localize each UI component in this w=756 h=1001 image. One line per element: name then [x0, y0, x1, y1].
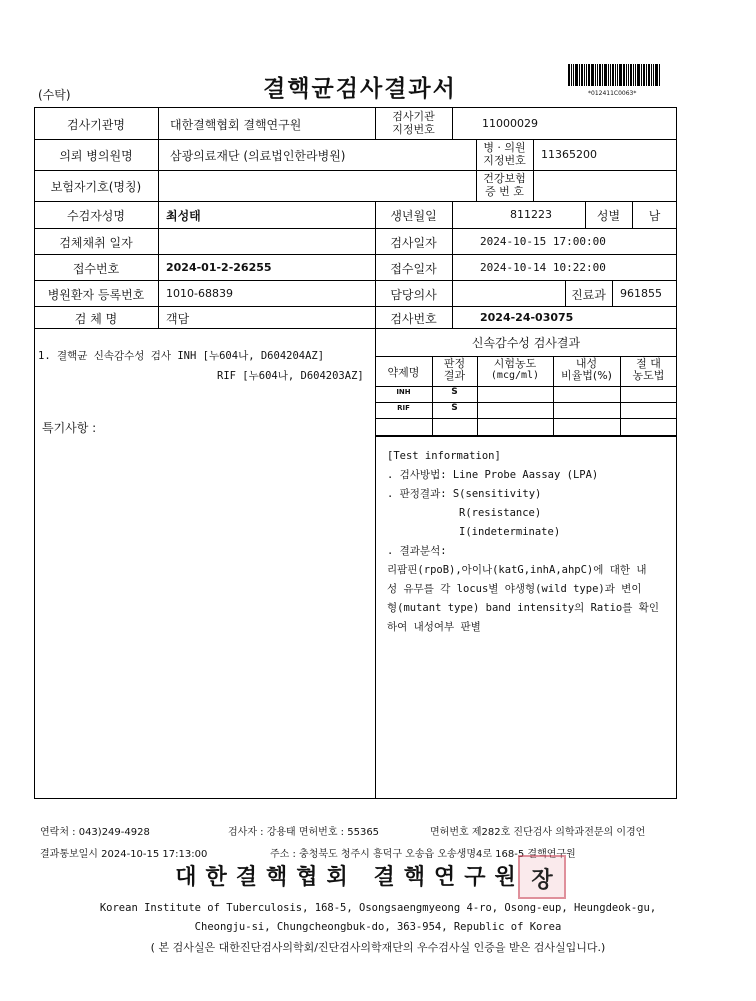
result-row: RIF S [397, 403, 458, 413]
results-title: 신속감수성 검사결과 [471, 336, 581, 350]
receipt-date-value: 2024-10-14 10:22:00 [480, 261, 606, 274]
barcode [568, 64, 672, 86]
contact: 연락처 : 043)249-4928 [40, 827, 150, 838]
patient-name-label: 수검자성명 [67, 209, 125, 223]
barcode-number: *012411C0063* [588, 90, 637, 97]
test-date-value: 2024-10-15 17:00:00 [480, 235, 606, 248]
department-value: 961855 [620, 287, 662, 300]
receipt-number-value: 2024-01-2-26255 [166, 261, 272, 274]
english-address-1: Korean Institute of Tuberculosis, 168-5, Osongsaengmyeong 4-ro, Osong-eup, Heungdeok-gu, [99, 902, 657, 914]
test-line-inh: 1. 결핵균 신속감수성 검사 INH [누604나, D604204AZ] [38, 350, 325, 362]
receipt-date-label: 접수일자 [390, 262, 437, 276]
registration-label: 병원환자 등록번호 [47, 288, 145, 302]
english-address-2: Cheongju-si, Chungcheongbuk-do, 363-954, Republic of Korea [194, 921, 562, 933]
document-title: 결핵균검사결과서 [263, 76, 457, 102]
remarks-label: 특기사항 : [42, 421, 97, 435]
notify-datetime: 결과통보일시 2024-10-15 17:13:00 [40, 849, 208, 860]
col-concentration: 시험농도 (mcg/ml) [490, 357, 540, 381]
specimen-value: 객담 [166, 312, 190, 326]
sex-value: 남 [648, 209, 661, 223]
sex-label: 성별 [596, 209, 621, 223]
receipt-number-label: 접수번호 [72, 262, 120, 276]
results-table [375, 356, 677, 436]
col-drug: 약제명 [387, 366, 420, 379]
requester-id-label: 병 · 의원 지정번호 [483, 141, 526, 167]
lab-id-value: 11000029 [482, 117, 538, 130]
col-absolute: 절 대 농도법 [632, 357, 665, 382]
department-label: 진료과 [571, 288, 606, 302]
copy-type: (수탁) [38, 88, 71, 102]
address: 주소 : 충청북도 청주시 흥덕구 오송읍 오송생명4로 168-5 결핵연구원 [270, 849, 576, 860]
col-ratio: 내성 비율법(%) [561, 357, 612, 382]
requester-value: 삼광의료재단 (의료법인한라병원) [170, 149, 346, 163]
specimen-label: 검 체 명 [74, 312, 118, 326]
insurer-label: 보험자기호(명칭) [50, 180, 142, 194]
requester-label: 의뢰 병의원명 [59, 149, 133, 163]
collection-date-label: 검체채취 일자 [59, 236, 133, 250]
test-date-label: 검사일자 [390, 236, 437, 250]
lab-name-value: 대한결핵협회 결핵연구원 [170, 118, 302, 132]
lab-name-label: 검사기관명 [67, 118, 125, 132]
license-info: 면허번호 제282호 진단검사 의학과전문의 이경언 [430, 827, 646, 838]
requester-id-value: 11365200 [541, 148, 597, 161]
col-judge: 판정 결과 [443, 357, 466, 382]
tester: 검사자 : 강용태 면허번호 : 55365 [228, 827, 380, 838]
certification-note: ( 본 검사실은 대한진단검사의학회/진단검사의학재단의 우수검사실 인증을 받은 검사실입니다.) [150, 941, 606, 954]
test-number-value: 2024-24-03075 [480, 311, 574, 324]
test-information: [Test information] . 검사방법: Line Probe Aassay (LPA) . 판정결과: S(sensitivity) R(resistance) I(indeterminate) . 결과분석: 리팜핀(rpoB),아이나(katG,inhA,ahpC)에 대한 내 성 유무를 각 locus별 야생형(wild type)과 변이 형(mutant type) band intensity의 Ratio를 확인 하여 내성여부 판별 [387, 450, 659, 633]
official-seal: 장 [518, 855, 566, 899]
result-row: INH S [396, 387, 458, 397]
doctor-label: 담당의사 [390, 288, 437, 302]
organization-name: 대한결핵협회 결핵연구원 [175, 864, 525, 890]
dob-label: 생년월일 [390, 209, 437, 223]
dob-value: 811223 [510, 208, 552, 221]
lab-id-label: 검사기관 지정번호 [392, 110, 435, 136]
test-number-label: 검사번호 [390, 312, 437, 326]
patient-name-value: 최성태 [166, 209, 201, 223]
insurance-id-label: 건강보험 증 번 호 [483, 172, 526, 198]
test-line-rif: RIF [누604나, D604203AZ] [217, 370, 364, 382]
registration-value: 1010-68839 [166, 287, 233, 300]
